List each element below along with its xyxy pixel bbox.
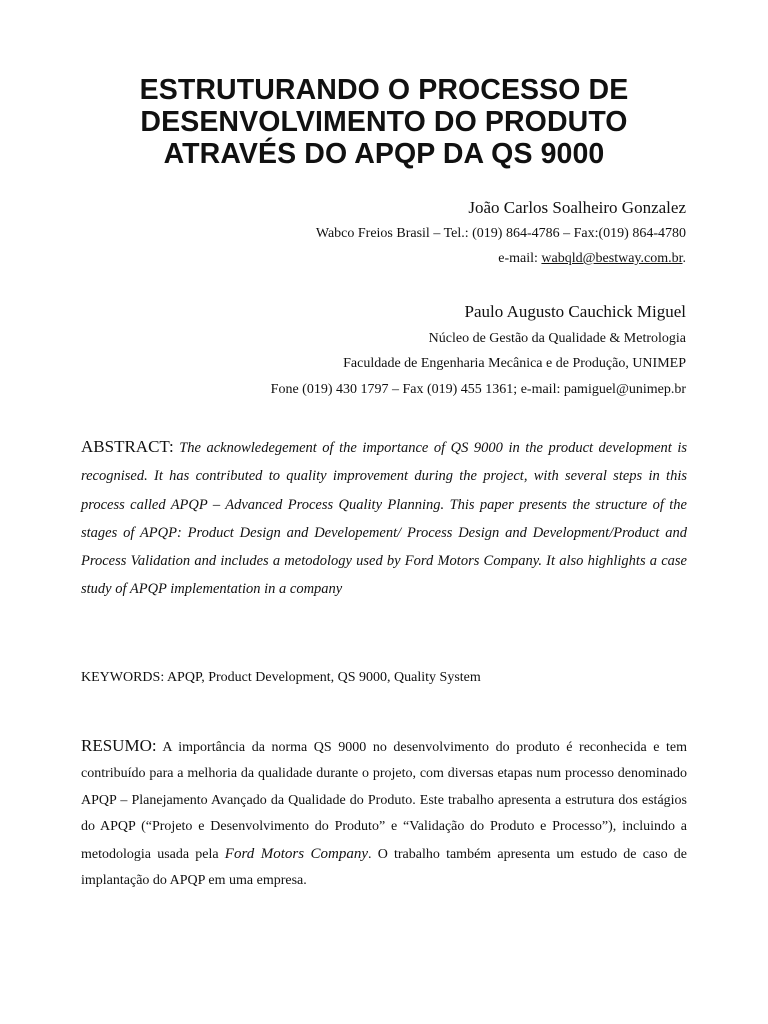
title-line: ATRAVÉS DO APQP DA QS 9000 bbox=[163, 138, 605, 170]
author1-email-link[interactable]: wabqld@bestway.com.br bbox=[541, 251, 683, 266]
author2-affiliation: Núcleo de Gestão da Qualidade & Metrologia bbox=[428, 331, 686, 346]
resumo-label: RESUMO: bbox=[81, 736, 157, 755]
author1-email-suffix: . bbox=[682, 251, 686, 266]
author1-email-line bbox=[498, 250, 686, 268]
author1-name: João Carlos Soalheiro Gonzalez bbox=[468, 198, 686, 217]
author1-affiliation: Wabco Freios Brasil – Tel.: (019) 864-4786 – Fax:(019) 864-4780 bbox=[315, 226, 686, 241]
author2-institution: Faculdade de Engenharia Mecânica e de Produção, UNIMEP bbox=[343, 356, 686, 371]
keywords: KEYWORDS: APQP, Product Development, QS 9000, Quality System bbox=[81, 670, 481, 685]
abstract bbox=[81, 433, 687, 604]
resumo bbox=[81, 733, 687, 894]
resumo-text: A importância da norma QS 9000 no desenvolvimento do produto é reconhecida e tem contribuído para a melhoria da qualidade durante o projeto, com diversas etapas num processo denominado APQP – Planejamento Avançado da Qualidade do Produto. Este trabalho apresenta a estrutura dos estágios do APQP (“Projeto e Desenvolvimento do Produto” e “Validação do Produto e Processo”), incluindo a metodologia usada pela bbox=[81, 740, 687, 862]
title-line: ESTRUTURANDO O PROCESSO DE bbox=[139, 74, 629, 106]
author2-name: Paulo Augusto Cauchick Miguel bbox=[464, 302, 686, 321]
resumo-text-end: . O trabalho também apresenta um estudo de caso de implantação do APQP em uma empresa. bbox=[81, 846, 687, 889]
paper-title bbox=[80, 74, 688, 170]
title-line: DESENVOLVIMENTO DO PRODUTO bbox=[140, 106, 628, 138]
abstract-label: ABSTRACT: bbox=[81, 437, 174, 456]
resumo-company: Ford Motors Company bbox=[224, 845, 368, 862]
author1-email-prefix: e-mail: bbox=[498, 251, 542, 266]
author2-contact: Fone (019) 430 1797 – Fax (019) 455 1361; e-mail: pamiguel@unimep.br bbox=[270, 382, 686, 397]
abstract-text: The acknowledegement of the importance of QS 9000 in the product development is recognised. It has contributed to quality improvement during the project, with several steps in this process called APQP – Advanced Process Quality Planning. This paper presents the structure of the stages of APQP: Product Design and Developement/ Process Design and Development/Product and Process Validation and includes a metodology used by Ford Motors Company. It also highlights a case study of APQP implementation in a company bbox=[81, 440, 688, 598]
